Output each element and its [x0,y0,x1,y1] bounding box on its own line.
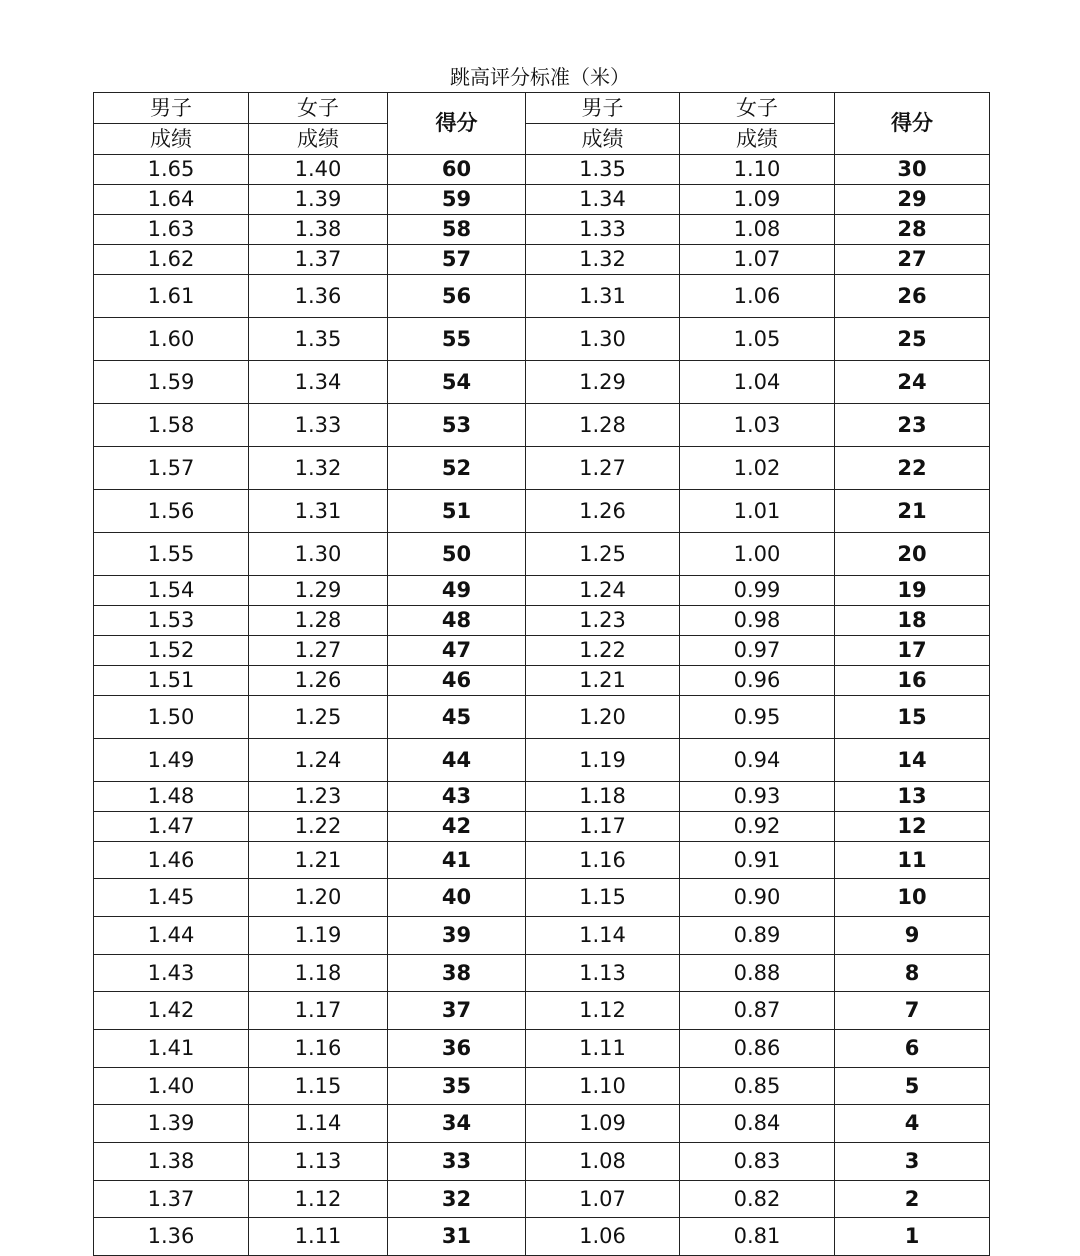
cell-female-result-right: 0.91 [680,842,835,879]
cell-female-result-left: 1.16 [249,1030,388,1068]
table-title: 跳高评分标准（米） [450,65,630,89]
cell-male-result-left: 1.54 [94,576,249,606]
cell-female-result-left: 1.29 [249,576,388,606]
cell-score-left: 34 [388,1105,526,1143]
cell-male-result-right: 1.24 [526,576,680,606]
cell-score-right: 22 [835,447,990,490]
table-row [94,245,990,275]
cell-female-result-left: 1.40 [249,155,388,185]
cell-male-result-left: 1.44 [94,917,249,955]
cell-male-result-left: 1.55 [94,533,249,576]
cell-score-left: 53 [388,404,526,447]
cell-male-result-right: 1.09 [526,1105,680,1143]
cell-female-result-left: 1.21 [249,842,388,879]
cell-female-result-left: 1.36 [249,275,388,318]
cell-score-left: 59 [388,185,526,215]
cell-male-result-right: 1.14 [526,917,680,955]
cell-male-result-right: 1.16 [526,842,680,879]
cell-male-result-left: 1.64 [94,185,249,215]
cell-male-result-left: 1.46 [94,842,249,879]
table-row [94,812,990,842]
table-row [94,1030,990,1068]
cell-female-result-right: 0.97 [680,636,835,666]
cell-female-result-left: 1.20 [249,879,388,917]
cell-male-result-right: 1.23 [526,606,680,636]
cell-score-left: 58 [388,215,526,245]
cell-female-result-left: 1.26 [249,666,388,696]
cell-female-result-left: 1.39 [249,185,388,215]
cell-score-right: 14 [835,739,990,782]
header-left-female: 女子 [249,93,388,124]
cell-score-left: 45 [388,696,526,739]
cell-female-result-left: 1.25 [249,696,388,739]
cell-female-result-right: 1.00 [680,533,835,576]
cell-female-result-right: 0.88 [680,955,835,992]
cell-male-result-right: 1.18 [526,782,680,812]
cell-female-result-left: 1.14 [249,1105,388,1143]
cell-score-left: 38 [388,955,526,992]
cell-female-result-left: 1.37 [249,245,388,275]
cell-score-right: 2 [835,1181,990,1218]
cell-score-right: 28 [835,215,990,245]
header-right-male-result: 成绩 [526,124,680,155]
cell-score-left: 55 [388,318,526,361]
header-row-1 [94,93,990,124]
header-right-female-result: 成绩 [680,124,835,155]
table-row [94,636,990,666]
cell-female-result-right: 1.10 [680,155,835,185]
cell-female-result-left: 1.30 [249,533,388,576]
cell-score-right: 20 [835,533,990,576]
cell-score-left: 39 [388,917,526,955]
cell-male-result-right: 1.13 [526,955,680,992]
cell-male-result-right: 1.32 [526,245,680,275]
cell-score-left: 48 [388,606,526,636]
cell-female-result-right: 0.98 [680,606,835,636]
cell-female-result-left: 1.24 [249,739,388,782]
table-row [94,917,990,955]
cell-score-left: 46 [388,666,526,696]
cell-male-result-left: 1.43 [94,955,249,992]
cell-score-left: 56 [388,275,526,318]
cell-female-result-right: 0.99 [680,576,835,606]
cell-female-result-right: 0.87 [680,992,835,1030]
cell-male-result-right: 1.12 [526,992,680,1030]
cell-female-result-left: 1.19 [249,917,388,955]
cell-male-result-left: 1.45 [94,879,249,917]
cell-male-result-left: 1.38 [94,1143,249,1181]
cell-score-left: 43 [388,782,526,812]
cell-female-result-left: 1.23 [249,782,388,812]
cell-female-result-left: 1.38 [249,215,388,245]
cell-score-right: 7 [835,992,990,1030]
table-row [94,696,990,739]
cell-female-result-right: 0.93 [680,782,835,812]
header-right-male: 男子 [526,93,680,124]
cell-female-result-left: 1.11 [249,1218,388,1256]
cell-score-left: 54 [388,361,526,404]
cell-score-right: 24 [835,361,990,404]
table-body [94,155,990,1256]
cell-female-result-right: 0.89 [680,917,835,955]
cell-male-result-left: 1.62 [94,245,249,275]
cell-male-result-right: 1.31 [526,275,680,318]
cell-male-result-left: 1.41 [94,1030,249,1068]
table-row [94,185,990,215]
cell-male-result-right: 1.20 [526,696,680,739]
cell-score-right: 3 [835,1143,990,1181]
header-left-female-result: 成绩 [249,124,388,155]
cell-male-result-left: 1.59 [94,361,249,404]
cell-male-result-left: 1.58 [94,404,249,447]
cell-score-right: 19 [835,576,990,606]
cell-male-result-right: 1.17 [526,812,680,842]
cell-female-result-right: 0.82 [680,1181,835,1218]
cell-score-right: 17 [835,636,990,666]
cell-female-result-right: 1.03 [680,404,835,447]
cell-score-left: 31 [388,1218,526,1256]
table-row [94,490,990,533]
cell-score-right: 23 [835,404,990,447]
cell-male-result-left: 1.61 [94,275,249,318]
table-row [94,533,990,576]
cell-score-right: 4 [835,1105,990,1143]
cell-female-result-right: 1.09 [680,185,835,215]
table-row [94,992,990,1030]
cell-male-result-right: 1.08 [526,1143,680,1181]
table-row [94,739,990,782]
table-row [94,215,990,245]
cell-score-left: 57 [388,245,526,275]
table-row [94,275,990,318]
header-left-male: 男子 [94,93,249,124]
cell-male-result-right: 1.34 [526,185,680,215]
table-row [94,1218,990,1256]
cell-female-result-right: 0.83 [680,1143,835,1181]
cell-score-right: 12 [835,812,990,842]
cell-female-result-left: 1.17 [249,992,388,1030]
cell-score-left: 44 [388,739,526,782]
cell-male-result-right: 1.19 [526,739,680,782]
cell-male-result-left: 1.53 [94,606,249,636]
cell-score-left: 40 [388,879,526,917]
cell-female-result-left: 1.35 [249,318,388,361]
cell-female-result-right: 0.86 [680,1030,835,1068]
cell-male-result-right: 1.11 [526,1030,680,1068]
table-row [94,1068,990,1105]
cell-male-result-right: 1.25 [526,533,680,576]
cell-female-result-right: 0.84 [680,1105,835,1143]
cell-score-right: 29 [835,185,990,215]
cell-female-result-right: 1.04 [680,361,835,404]
cell-score-left: 52 [388,447,526,490]
cell-male-result-left: 1.57 [94,447,249,490]
cell-male-result-right: 1.35 [526,155,680,185]
table-row [94,955,990,992]
cell-score-left: 32 [388,1181,526,1218]
cell-score-left: 41 [388,842,526,879]
cell-female-result-right: 0.85 [680,1068,835,1105]
cell-male-result-right: 1.26 [526,490,680,533]
cell-male-result-right: 1.15 [526,879,680,917]
table-row [94,576,990,606]
table-row [94,404,990,447]
cell-male-result-left: 1.63 [94,215,249,245]
cell-female-result-right: 1.05 [680,318,835,361]
cell-male-result-right: 1.30 [526,318,680,361]
cell-male-result-left: 1.42 [94,992,249,1030]
table-row [94,447,990,490]
table-row [94,318,990,361]
cell-female-result-right: 0.81 [680,1218,835,1256]
cell-female-result-right: 1.06 [680,275,835,318]
cell-score-right: 6 [835,1030,990,1068]
high-jump-score-table [93,92,990,1256]
cell-score-left: 60 [388,155,526,185]
table-row [94,666,990,696]
cell-female-result-left: 1.13 [249,1143,388,1181]
cell-score-left: 35 [388,1068,526,1105]
cell-female-result-left: 1.12 [249,1181,388,1218]
cell-female-result-right: 1.01 [680,490,835,533]
cell-male-result-right: 1.33 [526,215,680,245]
cell-male-result-right: 1.22 [526,636,680,666]
cell-female-result-right: 0.96 [680,666,835,696]
cell-score-right: 16 [835,666,990,696]
cell-male-result-right: 1.06 [526,1218,680,1256]
cell-score-right: 18 [835,606,990,636]
cell-score-right: 30 [835,155,990,185]
cell-female-result-right: 0.92 [680,812,835,842]
cell-score-right: 21 [835,490,990,533]
cell-female-result-left: 1.33 [249,404,388,447]
header-right-score: 得分 [835,93,990,155]
cell-male-result-right: 1.21 [526,666,680,696]
cell-score-right: 1 [835,1218,990,1256]
cell-male-result-left: 1.65 [94,155,249,185]
cell-score-right: 8 [835,955,990,992]
table-row [94,1105,990,1143]
table-row [94,606,990,636]
cell-female-result-left: 1.32 [249,447,388,490]
cell-score-right: 11 [835,842,990,879]
header-left-male-result: 成绩 [94,124,249,155]
cell-score-right: 15 [835,696,990,739]
cell-score-left: 51 [388,490,526,533]
cell-male-result-left: 1.39 [94,1105,249,1143]
cell-male-result-left: 1.48 [94,782,249,812]
cell-male-result-right: 1.27 [526,447,680,490]
cell-score-right: 27 [835,245,990,275]
cell-male-result-left: 1.51 [94,666,249,696]
cell-female-result-right: 1.08 [680,215,835,245]
cell-score-left: 49 [388,576,526,606]
cell-score-right: 13 [835,782,990,812]
cell-score-left: 47 [388,636,526,666]
table-row [94,1181,990,1218]
cell-female-result-left: 1.18 [249,955,388,992]
cell-score-left: 37 [388,992,526,1030]
table-row [94,155,990,185]
cell-male-result-left: 1.50 [94,696,249,739]
cell-female-result-left: 1.31 [249,490,388,533]
header-right-female: 女子 [680,93,835,124]
cell-score-right: 26 [835,275,990,318]
cell-male-result-left: 1.52 [94,636,249,666]
table-header [94,93,990,155]
cell-male-result-left: 1.40 [94,1068,249,1105]
cell-female-result-right: 0.94 [680,739,835,782]
table-row [94,361,990,404]
cell-male-result-left: 1.49 [94,739,249,782]
cell-male-result-left: 1.47 [94,812,249,842]
table-row [94,842,990,879]
cell-male-result-left: 1.56 [94,490,249,533]
cell-score-left: 42 [388,812,526,842]
cell-female-result-right: 0.90 [680,879,835,917]
cell-female-result-left: 1.28 [249,606,388,636]
cell-score-right: 9 [835,917,990,955]
cell-score-right: 25 [835,318,990,361]
cell-female-result-right: 0.95 [680,696,835,739]
cell-score-left: 36 [388,1030,526,1068]
cell-female-result-right: 1.07 [680,245,835,275]
cell-male-result-right: 1.29 [526,361,680,404]
cell-female-result-left: 1.15 [249,1068,388,1105]
cell-male-result-left: 1.36 [94,1218,249,1256]
cell-male-result-right: 1.10 [526,1068,680,1105]
table-row [94,1143,990,1181]
table-row [94,879,990,917]
cell-male-result-left: 1.60 [94,318,249,361]
header-left-score: 得分 [388,93,526,155]
cell-male-result-left: 1.37 [94,1181,249,1218]
cell-score-left: 50 [388,533,526,576]
table-row [94,782,990,812]
cell-score-right: 10 [835,879,990,917]
cell-male-result-right: 1.28 [526,404,680,447]
cell-female-result-right: 1.02 [680,447,835,490]
cell-female-result-left: 1.27 [249,636,388,666]
cell-female-result-left: 1.22 [249,812,388,842]
cell-male-result-right: 1.07 [526,1181,680,1218]
cell-score-right: 5 [835,1068,990,1105]
cell-score-left: 33 [388,1143,526,1181]
cell-female-result-left: 1.34 [249,361,388,404]
